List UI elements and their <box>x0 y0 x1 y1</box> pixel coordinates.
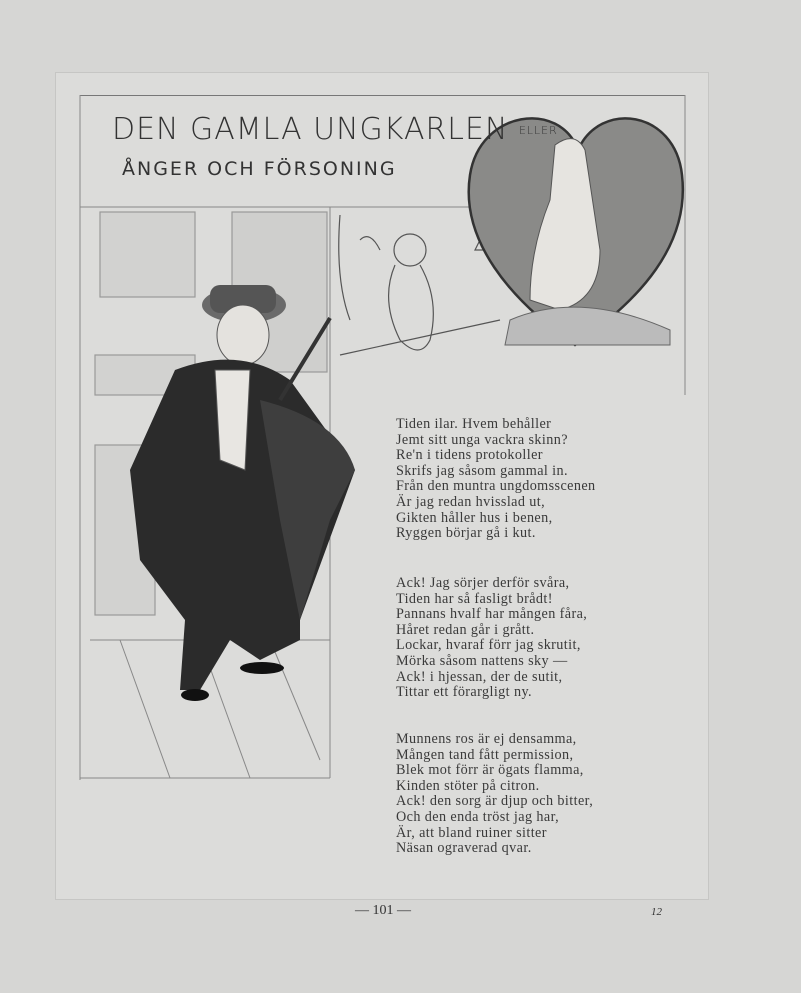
poem-line: Tiden har så fasligt brådt! <box>396 590 553 607</box>
poem-line: Ack! den sorg är djup och bitter, <box>396 793 594 810</box>
poem-line: Ack! i hjessan, der de sutit, <box>396 668 563 685</box>
poem-line: Tittar ett förargligt ny. <box>396 684 532 701</box>
poem-line: Gikten håller hus i benen, <box>396 509 553 526</box>
title-eller: ELLER <box>518 124 558 137</box>
poem-line: Ack! Jag sörjer derför svåra, <box>396 575 570 591</box>
poem-line: Från den muntra ungdomsscenen <box>396 478 596 495</box>
title-line-2: ÅNGER OCH FÖRSONING <box>122 158 397 180</box>
poem-line: Tiden ilar. Hvem behåller <box>396 416 552 432</box>
poem-stanza-2 <box>396 576 587 701</box>
poem-line: Jemt sitt unga vackra skinn? <box>396 431 568 448</box>
title-line-1 <box>112 112 558 147</box>
poem-line: Och den enda tröst jag har, <box>396 808 560 825</box>
poem-line: Skrifs jag såsom gammal in. <box>396 462 568 479</box>
poem-line: Näsan ograverad qvar. <box>396 840 532 857</box>
poem-line: Pannans hvalf har mången fåra, <box>396 606 588 623</box>
poem-line: Lockar, hvaraf förr jag skrutit, <box>396 637 581 654</box>
poem-line: Kinden stöter på citron. <box>396 777 540 794</box>
poem-line: Munnens ros är ej densamma, <box>396 731 577 747</box>
poem-line: Re'n i tidens protokoller <box>396 447 543 464</box>
poem-line: Är jag redan hvisslad ut, <box>396 493 546 510</box>
poem-line: Mången tand fått permission, <box>396 746 574 763</box>
poem-line: Blek mot förr är ögats flamma, <box>396 762 584 779</box>
heart-drawing <box>469 118 683 345</box>
poem-line: Ryggen börjar gå i kut. <box>396 525 536 542</box>
signature-mark: 12 <box>651 906 662 918</box>
poem-line: Håret redan går i grått. <box>396 621 535 638</box>
poem-line: Är, att bland ruiner sitter <box>396 824 547 841</box>
page-number: — 101 — <box>355 903 411 918</box>
cupid-sketch <box>339 215 500 355</box>
poem-stanza-1 <box>396 417 596 542</box>
title-main: DEN GAMLA UNGKARLEN <box>112 112 509 147</box>
poem-stanza-3 <box>396 732 593 857</box>
poem-line: Mörka såsom nattens sky — <box>396 652 568 669</box>
